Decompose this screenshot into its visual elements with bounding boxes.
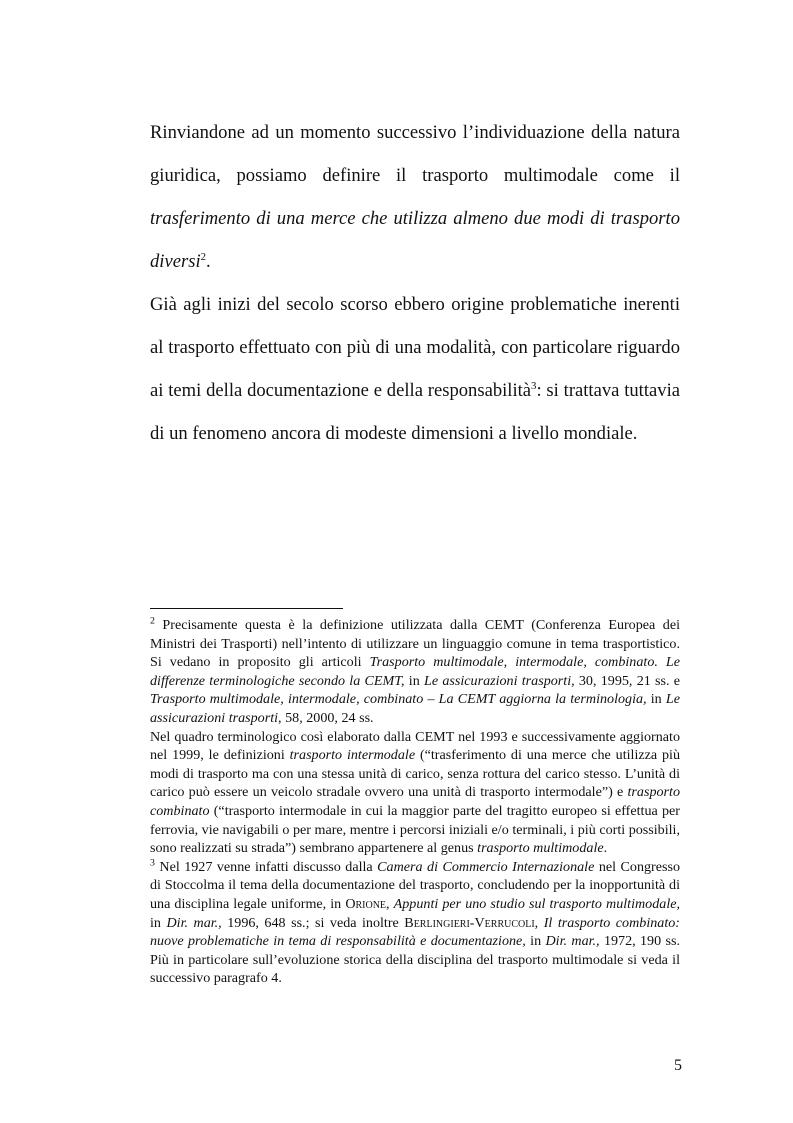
footnote-text: ,	[386, 895, 394, 912]
footnote-text: 1972, 190 ss. Più in particolare sull’evoluzione storica della disciplina del trasporto multimodale si veda il successivo paragrafo 4.	[150, 933, 680, 987]
footnote-text: Nel quadro terminologico così elaborato dalla CEMT nel 1993 e successivamente aggiornato nel 1999, le definizioni	[150, 728, 680, 764]
paragraph-1-end: .	[206, 251, 211, 272]
footnote-3	[150, 858, 680, 988]
footnote-text: in	[150, 914, 167, 931]
footnote-text: (“trasferimento di una merce che utilizza più modi di trasporto ma con una stessa unità di carico, senza rottura del carico stesso. L’unità di carico può essere un veicolo stradale ovvero una unità di trasporto intermodale”) e	[150, 747, 681, 801]
footnote-text: Precisamente questa è la definizione utilizzata dalla CEMT (Conferenza Europea dei Ministri dei Trasporti) nell’intento di utilizzare un linguaggio comune in tema trasportistico. Si vedano in proposito gli articoli	[150, 617, 680, 671]
footnote-italic: Il trasporto combinato: nuove problematiche in tema di responsabilità e documentazione,	[150, 914, 680, 950]
footnote-italic: Trasporto multimodale, intermodale, combinato. Le differenze terminologiche secondo la CEMT,	[150, 654, 681, 689]
footnote-text: 1996, 648 ss.; si veda inoltre	[221, 914, 405, 931]
footnote-italic: Dir. mar.,	[166, 914, 222, 931]
paragraph-1-definition: trasferimento di una merce che utilizza almeno due modi di trasporto diversi	[150, 208, 680, 272]
paragraph-2-text: Già agli inizi del secolo scorso ebbero origine problematiche inerenti al trasporto effettuato con più di una modalità, con particolare riguardo ai temi della documentazione e della responsabilità	[150, 294, 680, 401]
footnote-text: 30, 1995, 21 ss. e	[574, 672, 681, 689]
footnote-author: Orione	[345, 895, 387, 912]
footnote-italic: trasporto combinato	[150, 784, 680, 819]
footnote-2-continued	[150, 728, 680, 858]
page-number: 5	[674, 1057, 682, 1074]
footnote-separator	[150, 608, 343, 609]
footnote-text: .	[603, 840, 608, 857]
footnotes	[150, 616, 680, 988]
footnote-text: Nel 1927 venne infatti discusso dalla	[154, 858, 378, 875]
footnote-italic: trasporto intermodale	[289, 747, 416, 764]
footnote-text: nel Congresso di Stoccolma il tema della documentazione del trasporto, concludendo per la inopportunità di una disciplina legale uniforme, in	[150, 858, 681, 912]
footnote-text: , 58, 2000, 24 ss.	[278, 709, 374, 726]
footnote-italic: Dir. mar.,	[545, 933, 600, 950]
paragraph-2	[150, 283, 680, 455]
footnote-italic: Camera di Commercio Internazionale	[377, 858, 595, 875]
footnote-ref-3[interactable]: 3	[531, 379, 537, 392]
footnote-2	[150, 616, 680, 728]
footnote-text: in	[525, 933, 546, 950]
paragraph-1-text: Rinviandone ad un momento successivo l’individuazione della natura giuridica, possiamo definire il trasporto multimodale come il	[150, 122, 680, 186]
footnote-text: in	[646, 691, 666, 708]
main-text	[150, 111, 680, 455]
footnote-text: ,	[534, 914, 544, 931]
footnote-text: (“trasporto intermodale in cui la maggior parte del tragitto europeo si effettua per ferrovia, vie navigabili o per mare, mentre i percorsi iniziali e/o terminali, i più corti possibili, sono realizzati su strada”) sembrano appartenere al genus	[150, 802, 680, 857]
paragraph-2-text-end: : si trattava tuttavia di un fenomeno ancora di modeste dimensioni a livello mondiale.	[150, 380, 680, 444]
footnote-italic: trasporto multimodale	[477, 840, 604, 857]
footnote-ref-2[interactable]: 2	[200, 250, 206, 263]
footnote-author: Berlingieri-Verrucoli	[404, 914, 535, 931]
footnote-text: in	[404, 672, 425, 689]
footnote-italic: Appunti per uno studio sul trasporto multimodale,	[393, 895, 681, 912]
footnote-italic: Le assicurazioni trasporti	[150, 691, 680, 726]
footnote-3-number: 3	[150, 857, 155, 869]
footnote-italic: Le assicurazioni trasporti,	[424, 672, 575, 689]
paragraph-1	[150, 111, 680, 283]
footnote-italic: Trasporto multimodale, intermodale, combinato – La CEMT aggiorna la terminologia,	[150, 691, 647, 708]
footnote-2-number: 2	[150, 615, 155, 627]
